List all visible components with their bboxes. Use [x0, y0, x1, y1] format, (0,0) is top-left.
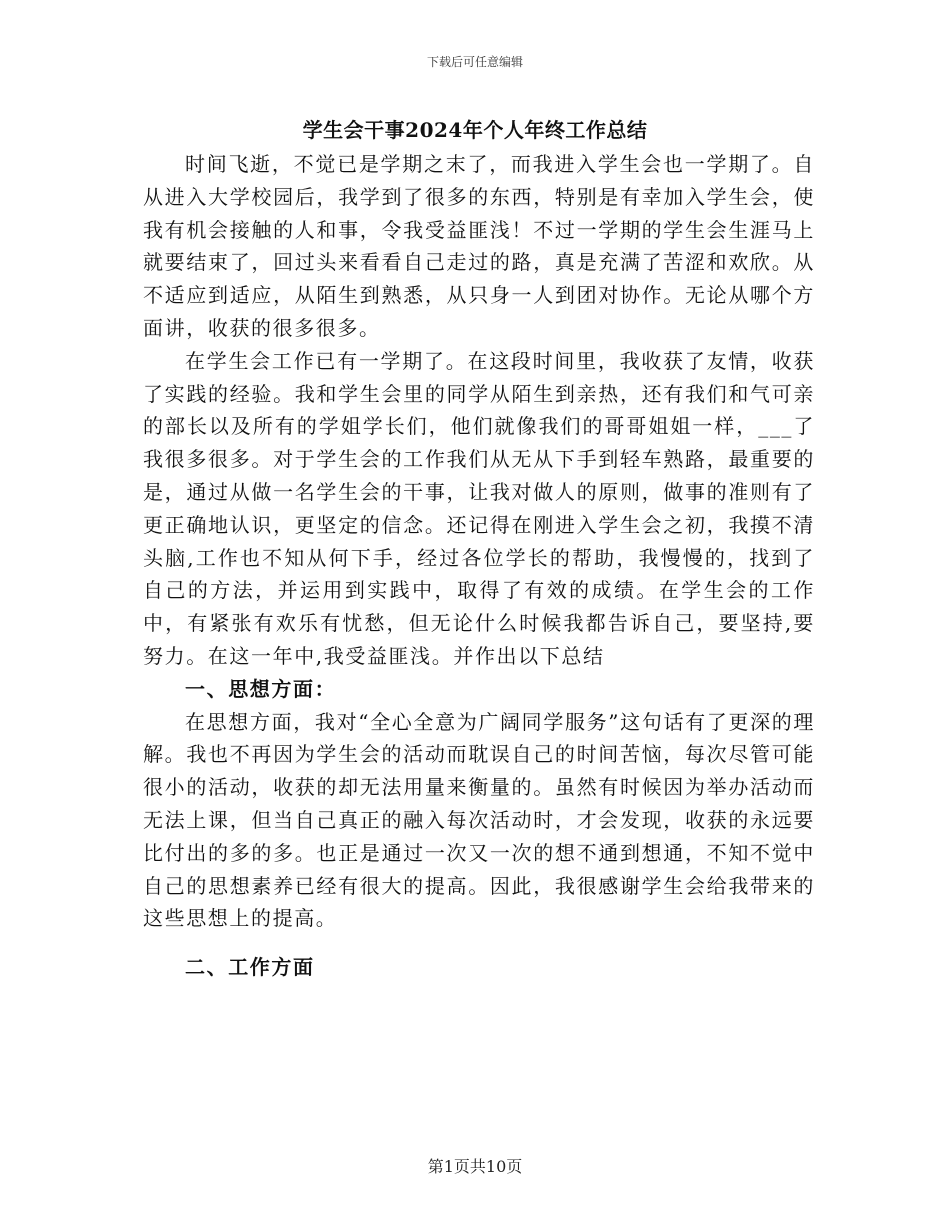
page-header-note: 下载后可任意编辑 [426, 55, 523, 69]
page-footer-number: 第1页共10页 [427, 1157, 523, 1176]
document-title: 学生会干事2024年个人年终工作总结 [302, 118, 648, 142]
paragraph-intro: 时间飞逝，不觉已是学期之末了，而我进入学生会也一学期了。自从进入大学校园后，我学到了很多的东西，特别是有幸加入学生会，使我有机会接触的人和事，令我受益匪浅！不过一学期的学生会生涯马上就要结束了，回过头来看看自己走过的路，真是充满了苦涩和欢欣。从不适应到适应，从陌生到熟悉，从只身一人到团对协作。无论从哪个方面讲，收获的很多很多。 [143, 152, 815, 340]
paragraph-thought: 在思想方面，我对“全心全意为广阔同学服务”这句话有了更深的理解。我也不再因为学生会的活动而耽误自己的时间苦恼，每次尽管可能很小的活动，收获的却无法用量来衡量的。虽然有时候因为举办活动而无法上课，但当自己真正的融入每次活动时，才会发现，收获的永远要比付出的多的多。也正是通过一次又一次的想不通到想通，不知不觉中自己的思想素养已经有很大的提高。因此，我很感谢学生会给我带来的这些思想上的提高。 [143, 709, 815, 931]
section-heading-work: 二、工作方面 [185, 955, 315, 980]
document-body [143, 148, 815, 984]
paragraph-experience: 在学生会工作已有一学期了。在这段时间里，我收获了友情，收获了实践的经验。我和学生会里的同学从陌生到亲热，还有我们和气可亲的部长以及所有的学姐学长们，他们就像我们的哥哥姐姐一样，___了我很多很多。对于学生会的工作我们从无从下手到轻车熟路，最重要的是，通过从做一名学生会的干事，让我对做人的原则，做事的准则有了更正确地认识，更坚定的信念。还记得在刚进入学生会之初，我摸不清头脑,工作也不知从何下手，经过各位学长的帮助，我慢慢的，找到了自己的方法，并运用到实践中，取得了有效的成绩。在学生会的工作中，有紧张有欢乐有忧愁，但无论什么时候我都告诉自己，要坚持,要努力。在这一年中,我受益匪浅。并作出以下总结 [143, 348, 815, 668]
section-heading-thought: 一、思想方面： [185, 676, 337, 701]
